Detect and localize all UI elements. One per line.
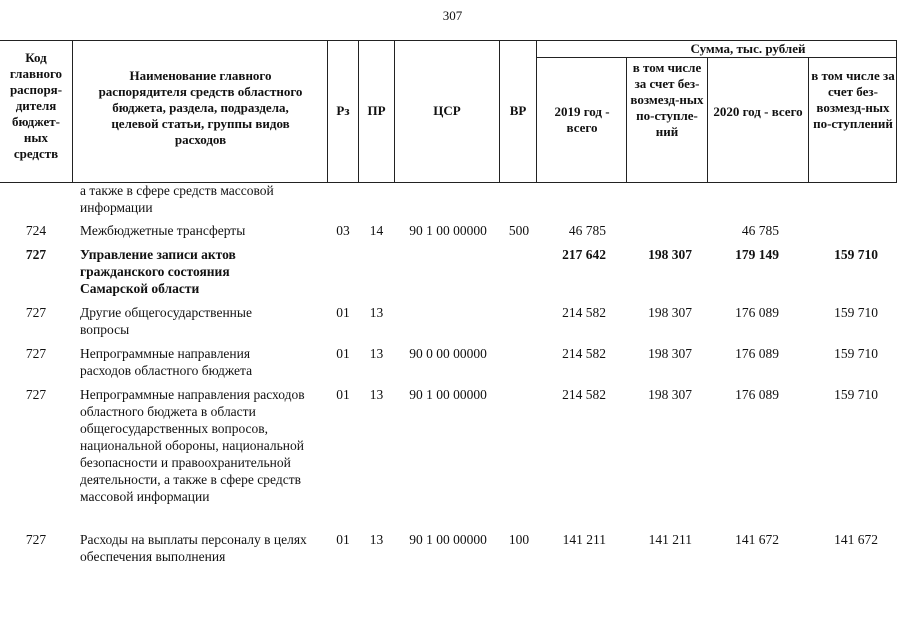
row-sum-2020: 176 089 <box>735 305 779 320</box>
header-2020-free: в том числе за счет без-возмезд-ных по-ступлений <box>811 68 895 131</box>
row-rz: 01 <box>336 305 350 320</box>
row-free-2019: 198 307 <box>648 247 692 262</box>
continuation-text: а также в сфере средств массовой информации <box>80 183 274 215</box>
row-sum-2020: 179 149 <box>735 247 779 262</box>
row-csr: 90 1 00 00000 <box>409 223 487 238</box>
header-name: Наименование главного распорядителя средств областного бюджета, раздела, подраздела, целевой статьи, группы видов расходов <box>98 68 303 147</box>
row-name: Управление записи актов гражданского состояния Самарской области <box>80 247 236 296</box>
row-csr: 90 0 00 00000 <box>409 346 487 361</box>
row-sum-2019: 214 582 <box>562 387 606 402</box>
row-free-2020: 159 710 <box>834 346 878 361</box>
row-csr: 90 1 00 00000 <box>409 387 487 402</box>
row-free-2020: 159 710 <box>834 387 878 402</box>
header-pr: ПР <box>367 103 386 118</box>
header-2019-free: в том числе за счет без-возмезд-ных по-ступле-ний <box>630 60 704 139</box>
row-free-2019: 141 211 <box>648 532 692 547</box>
col-divider <box>626 57 627 182</box>
row-rz: 01 <box>336 532 350 547</box>
row-sum-2020: 176 089 <box>735 346 779 361</box>
header-rz: Рз <box>336 103 350 118</box>
row-pr: 13 <box>369 305 384 320</box>
row-pr: 13 <box>369 532 384 547</box>
row-code: 727 <box>25 305 47 320</box>
page-number: 307 <box>442 8 463 23</box>
row-rz: 01 <box>336 346 350 361</box>
row-sum-2019: 46 785 <box>568 223 606 238</box>
row-free-2019: 198 307 <box>648 387 692 402</box>
row-name: Непрограммные направления расходов областного бюджета <box>80 346 253 378</box>
header-code: Код главного распоря-дителя бюджет-ных средств <box>9 50 63 161</box>
row-free-2019: 198 307 <box>648 305 692 320</box>
row-free-2020: 141 672 <box>834 532 878 547</box>
col-divider <box>707 57 708 182</box>
header-vr: ВР <box>509 103 527 118</box>
row-sum-2019: 214 582 <box>562 305 606 320</box>
header-sum-group: Сумма, тыс. рублей <box>690 41 806 56</box>
header-2020-total: 2020 год - всего <box>713 104 803 119</box>
row-sum-2020: 176 089 <box>735 387 779 402</box>
row-name: Непрограммные направления расходов областного бюджета в области общегосударственных вопросов, национальной обороны, национальной безопасности и правоохранительной деятельности, а также в сфере средств массовой информации <box>80 387 305 504</box>
col-divider <box>536 40 537 182</box>
row-code: 727 <box>25 346 47 361</box>
row-name: Расходы на выплаты персоналу в целях обеспечения выполнения <box>80 532 307 564</box>
col-divider <box>808 57 809 182</box>
row-code: 724 <box>25 223 47 238</box>
row-name: Другие общегосударственные вопросы <box>80 305 252 337</box>
col-divider <box>72 40 73 182</box>
row-free-2019: 198 307 <box>648 346 692 361</box>
row-pr: 13 <box>369 346 384 361</box>
header-csr: ЦСР <box>433 103 461 118</box>
row-sum-2019: 217 642 <box>562 247 606 262</box>
row-sum-2019: 214 582 <box>562 346 606 361</box>
row-code: 727 <box>25 247 47 262</box>
row-rz: 03 <box>336 223 350 238</box>
row-sum-2019: 141 211 <box>562 532 606 547</box>
row-sum-2020: 46 785 <box>741 223 779 238</box>
row-sum-2020: 141 672 <box>735 532 779 547</box>
row-csr: 90 1 00 00000 <box>409 532 487 547</box>
row-code: 727 <box>25 387 47 402</box>
row-vr: 100 <box>508 532 530 547</box>
row-pr: 13 <box>369 387 384 402</box>
row-free-2020: 159 710 <box>834 247 878 262</box>
row-free-2020: 159 710 <box>834 305 878 320</box>
row-vr: 500 <box>508 223 530 238</box>
row-code: 727 <box>25 532 47 547</box>
sum-group-divider <box>536 57 897 58</box>
row-rz: 01 <box>336 387 350 402</box>
row-pr: 14 <box>369 223 384 238</box>
row-name: Межбюджетные трансферты <box>80 223 246 238</box>
header-2019-total: 2019 год - всего <box>554 104 610 135</box>
col-divider <box>896 40 897 182</box>
